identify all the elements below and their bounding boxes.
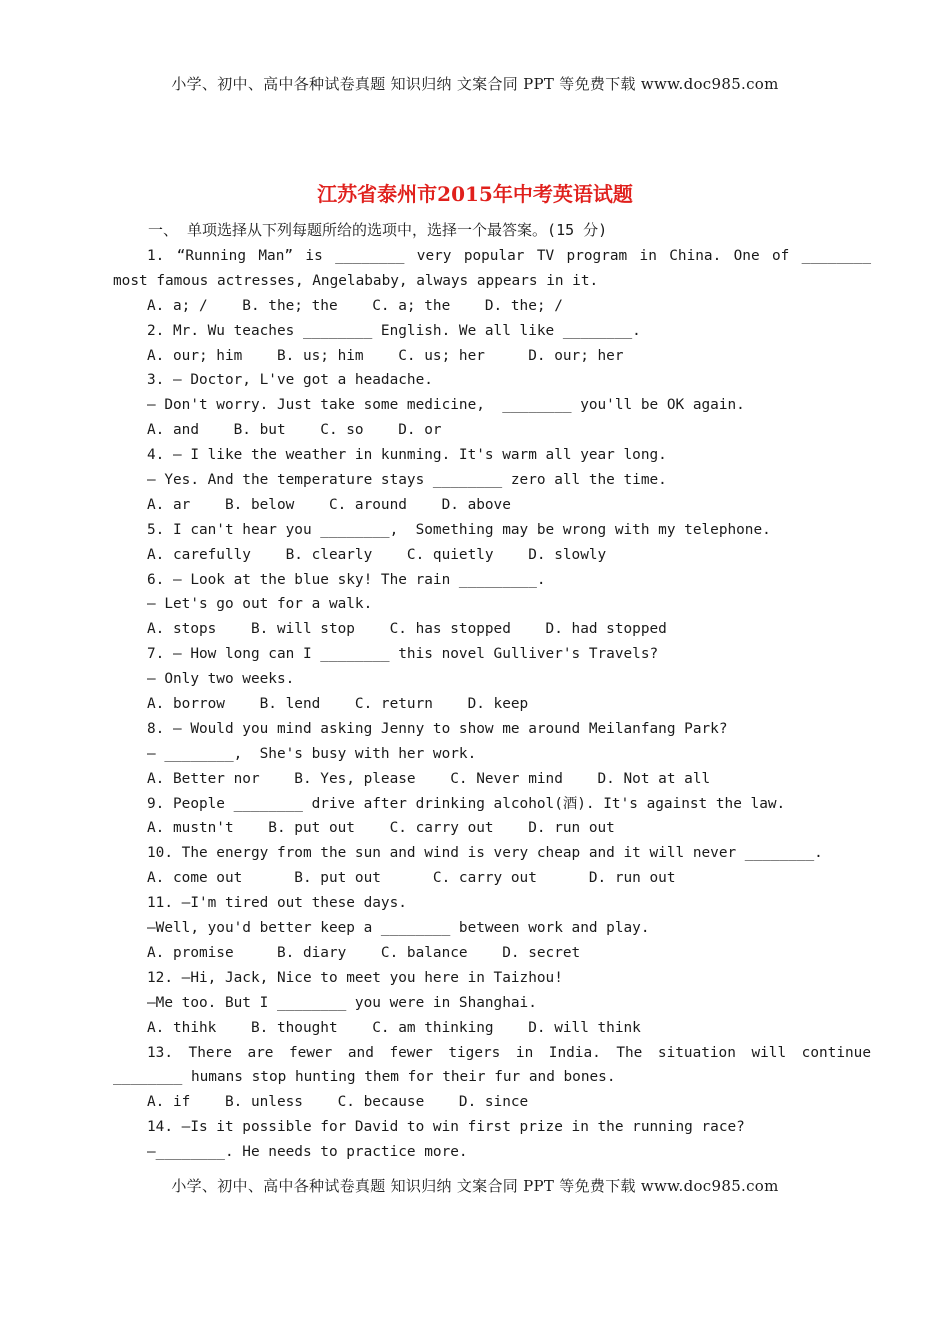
q4-stem: 4. — I like the weather in kunming. It's warm all year long. [147,447,667,464]
q9-stem: 9. People ________ drive after drinking alcohol(酒). It's against the law. [147,795,786,812]
page-footer: 小学、初中、高中各种试卷真题 知识归纳 文案合同 PPT 等免费下载 www.doc985.com [171,1177,779,1195]
q13-options: A. if B. unless C. because D. since [147,1094,529,1111]
q1-stem-line1: 1. “Running Man” is ________ very popular TV program in China. One of ________ [147,248,871,264]
q6-response: — Let's go out for a walk. [147,596,373,613]
q3-stem: 3. — Doctor, L've got a headache. [147,372,433,389]
document-title: 江苏省泰州市2015年中考英语试题 [317,182,633,206]
q10-options: A. come out B. put out C. carry out D. run out [147,870,676,887]
q14-stem: 14. —Is it possible for David to win first prize in the running race? [147,1119,745,1136]
q2-stem: 2. Mr. Wu teaches ________ English. We all like ________. [147,322,641,339]
q4-options: A. ar B. below C. around D. above [147,496,511,513]
q6-options: A. stops B. will stop C. has stopped D. had stopped [147,621,667,638]
q5-options: A. carefully B. clearly C. quietly D. slowly [147,546,607,563]
q11-stem: 11. —I'm tired out these days. [147,895,407,912]
q3-options: A. and B. but C. so D. or [147,422,442,439]
q10-stem: 10. The energy from the sun and wind is very cheap and it will never ________. [147,845,823,862]
q13-stem-line2: ________ humans stop hunting them for their fur and bones. [113,1069,616,1086]
q14-response: —________. He needs to practice more. [147,1144,468,1161]
q3-response: — Don't worry. Just take some medicine, ________ you'll be OK again. [147,397,745,414]
q1-options: A. a; / B. the; the C. a; the D. the; / [147,297,563,314]
question-list [0,244,950,1165]
q8-stem: 8. — Would you mind asking Jenny to show me around Meilanfang Park? [147,720,728,737]
q11-options: A. promise B. diary C. balance D. secret [147,944,581,961]
q4-response: — Yes. And the temperature stays ________ zero all the time. [147,472,667,489]
q2-options: A. our; him B. us; him C. us; her D. our; her [147,347,624,364]
q12-options: A. thihk B. thought C. am thinking D. will think [147,1019,641,1036]
q12-stem: 12. —Hi, Jack, Nice to meet you here in Taizhou! [147,969,563,986]
q7-options: A. borrow B. lend C. return D. keep [147,696,529,713]
q8-response: — ________, She's busy with her work. [147,745,477,762]
q8-options: A. Better nor B. Yes, please C. Never mind D. Not at all [147,770,711,787]
q7-stem: 7. — How long can I ________ this novel Gulliver's Travels? [147,646,659,663]
q7-response: — Only two weeks. [147,671,295,688]
page-header: 小学、初中、高中各种试卷真题 知识归纳 文案合同 PPT 等免费下载 www.doc985.com [171,75,779,93]
q1-stem-line2: most famous actresses, Angelababy, always appears in it. [113,272,599,289]
q11-response: —Well, you'd better keep a ________ between work and play. [147,920,650,937]
q12-response: —Me too. But I ________ you were in Shanghai. [147,994,537,1011]
q6-stem: 6. — Look at the blue sky! The rain _________. [147,571,546,588]
q5-stem: 5. I can't hear you ________, Something may be wrong with my telephone. [147,521,771,538]
q13-stem-line1: 13. There are fewer and fewer tigers in India. The situation will continue [147,1044,871,1061]
q9-options: A. mustn't B. put out C. carry out D. run out [147,820,615,837]
section-heading: 一、 单项选择从下列每题所给的选项中，选择一个最答案。(15 分) [148,221,608,239]
